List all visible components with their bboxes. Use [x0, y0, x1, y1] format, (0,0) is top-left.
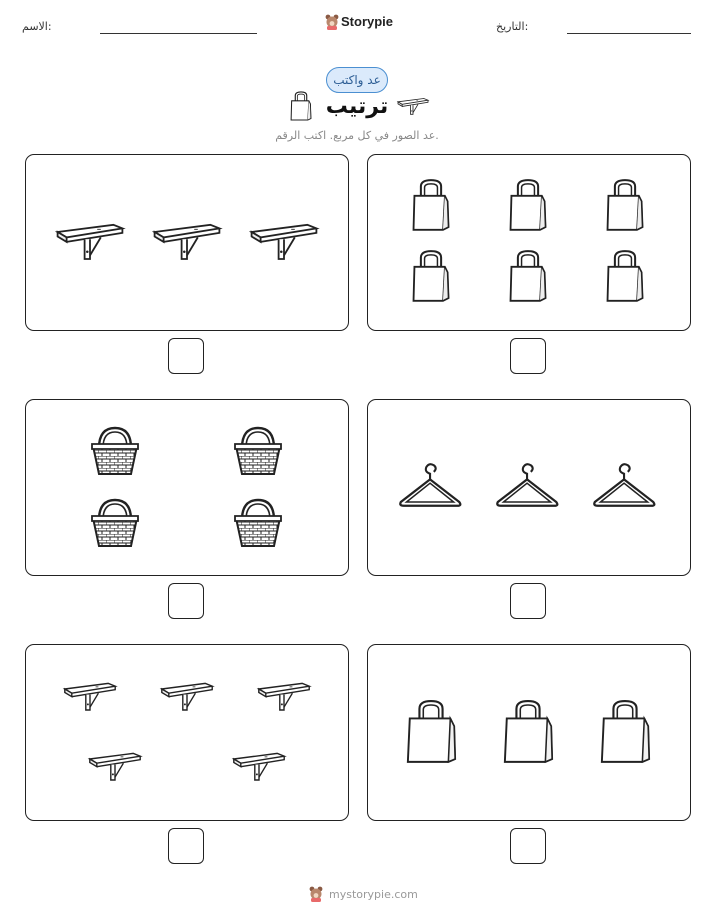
answer-box-bottom-left[interactable] [168, 828, 204, 864]
bear-logo-icon [325, 14, 339, 30]
tote-bag-icon [404, 699, 458, 763]
name-label: الاسم: [22, 20, 52, 33]
basket-icon [233, 498, 283, 548]
wall-shelf-icon [159, 679, 215, 713]
wall-shelf-icon [54, 219, 126, 263]
wall-shelf-icon [151, 219, 223, 263]
basket-icon [233, 426, 283, 476]
clothes-hanger-icon [592, 462, 658, 510]
page-title: ترتيب [325, 94, 389, 119]
clothes-hanger-icon [495, 462, 561, 510]
counting-panel-middle-left [25, 399, 349, 576]
wall-shelf-icon [231, 749, 287, 783]
date-label: التاريخ: [496, 20, 529, 33]
handbag-icon [408, 250, 454, 302]
handbag-icon [505, 179, 551, 231]
counting-panel-top-left [25, 154, 349, 331]
basket-icon [90, 498, 140, 548]
brand-logo [325, 13, 395, 33]
name-line[interactable] [100, 33, 257, 34]
brand-name: Storypie [341, 14, 394, 29]
handbag-icon [602, 179, 648, 231]
basket-icon [90, 426, 140, 476]
bear-logo-icon [309, 886, 323, 902]
tote-bag-icon [501, 699, 555, 763]
shelf-title-icon [396, 96, 430, 116]
counting-panel-top-right [367, 154, 691, 331]
counting-panel-middle-right [367, 399, 691, 576]
handbag-icon [505, 250, 551, 302]
wall-shelf-icon [248, 219, 320, 263]
footer [309, 886, 419, 904]
worksheet-type-badge: عد واكتب [326, 67, 388, 93]
tote-bag-icon [598, 699, 652, 763]
answer-box-middle-right[interactable] [510, 583, 546, 619]
clothes-hanger-icon [398, 462, 464, 510]
answer-box-middle-left[interactable] [168, 583, 204, 619]
counting-panel-bottom-right [367, 644, 691, 821]
counting-panel-bottom-left [25, 644, 349, 821]
wall-shelf-icon [87, 749, 143, 783]
date-line[interactable] [567, 33, 691, 34]
bag-title-icon [288, 91, 314, 121]
wall-shelf-icon [256, 679, 312, 713]
wall-shelf-icon [62, 679, 118, 713]
handbag-icon [602, 250, 648, 302]
footer-url[interactable]: mystorypie.com [329, 888, 418, 901]
instructions: عد الصور في كل مربع. اكتب الرقم. [275, 129, 439, 142]
answer-box-top-right[interactable] [510, 338, 546, 374]
handbag-icon [408, 179, 454, 231]
answer-box-top-left[interactable] [168, 338, 204, 374]
answer-box-bottom-right[interactable] [510, 828, 546, 864]
